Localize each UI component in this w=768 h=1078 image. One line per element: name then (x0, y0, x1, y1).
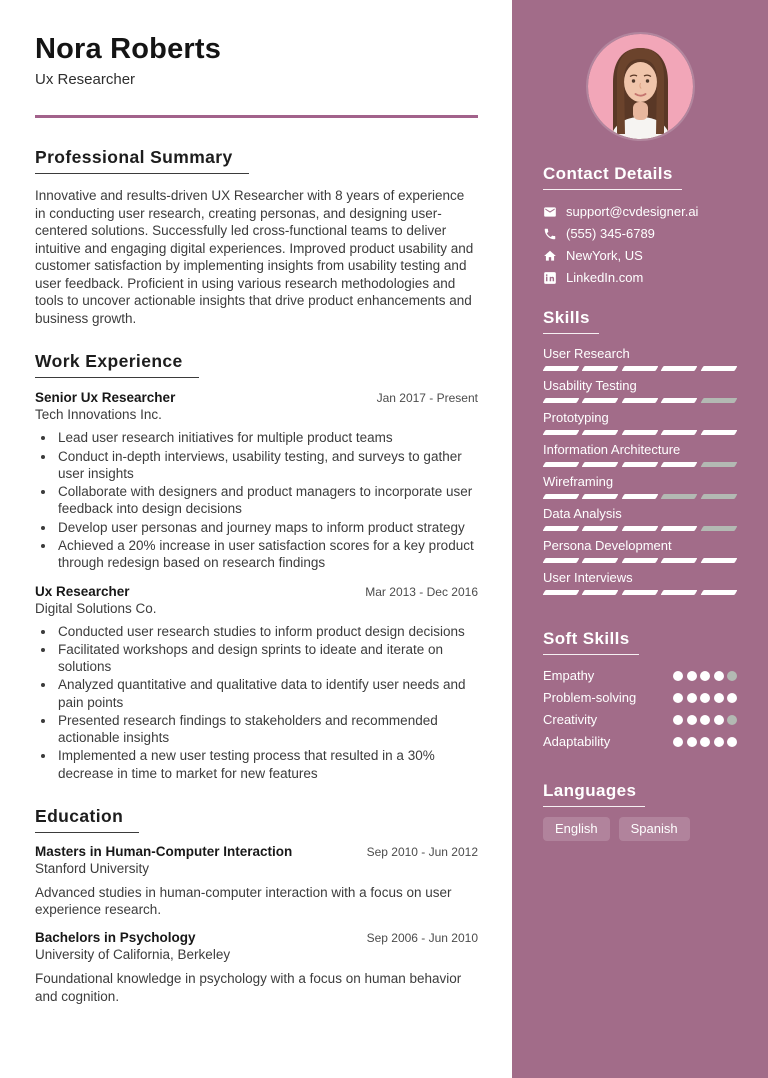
contact-location-text: NewYork, US (566, 248, 643, 263)
contact-phone[interactable] (543, 225, 737, 242)
person-name: Nora Roberts (35, 33, 222, 65)
skill-row (543, 409, 737, 435)
education-entry (35, 844, 478, 919)
header (35, 33, 478, 88)
skill-label: User Research (543, 346, 630, 361)
contact-linkedin-text: LinkedIn.com (566, 270, 644, 285)
header-divider (35, 115, 478, 118)
section-languages (543, 781, 737, 841)
skill-level-meter (544, 430, 736, 435)
job-bullet: • Conduct in-depth interviews, usability testing, and surveys to gather user insights (56, 448, 478, 483)
job-company: Digital Solutions Co. (35, 600, 157, 616)
skills-heading: Skills (543, 308, 599, 334)
soft-skills-heading: Soft Skills (543, 629, 639, 655)
contact-phone-text: (555) 345-6789 (566, 226, 655, 241)
job-entry (35, 390, 478, 571)
job-title: Ux Researcher (35, 583, 130, 599)
job-bullet: • Presented research findings to stakeholders and recommended actionable insights (56, 712, 478, 747)
education-school: Stanford University (35, 860, 150, 876)
soft-skill-level-dots (673, 715, 737, 725)
skill-level-meter (544, 462, 736, 467)
skill-label: Wireframing (543, 474, 614, 489)
education-dates: Sep 2010 - Jun 2012 (366, 844, 478, 859)
soft-skill-row (543, 733, 737, 750)
skill-label: Usability Testing (543, 378, 637, 393)
phone-icon (543, 227, 557, 241)
skill-row (543, 377, 737, 403)
profile-photo (588, 34, 693, 139)
education-header-row (35, 930, 478, 945)
contact-location (543, 247, 737, 264)
skill-row (543, 345, 737, 371)
job-entry (35, 584, 478, 782)
soft-skill-row (543, 711, 737, 728)
contact-linkedin[interactable] (543, 269, 737, 286)
job-bullet: • Collaborate with designers and product managers to incorporate user feedback into design decisions (56, 483, 478, 518)
skill-row (543, 569, 737, 595)
skill-row (543, 505, 737, 531)
education-degree: Masters in Human-Computer Interaction (35, 843, 293, 859)
language-list (543, 817, 737, 841)
mail-icon (543, 205, 557, 219)
job-bullet: • Lead user research initiatives for multiple product teams (56, 429, 478, 446)
section-professional-summary (35, 147, 478, 327)
profile-photo-illustration (588, 34, 693, 139)
education-description: Foundational knowledge in psychology with a focus on human behavior and cognition. (35, 970, 462, 1004)
linkedin-icon (543, 271, 557, 285)
job-header-row (35, 584, 478, 599)
contact-heading: Contact Details (543, 164, 682, 190)
languages-heading: Languages (543, 781, 645, 807)
job-header-row (35, 390, 478, 405)
soft-skills-list (543, 667, 737, 750)
section-soft-skills (543, 629, 737, 750)
contact-email-text: support@cvdesigner.ai (566, 204, 699, 219)
education-description: Advanced studies in human-computer interaction with a focus on user experience research. (35, 884, 452, 918)
language-pill: English (543, 817, 610, 841)
job-bullet: • Analyzed quantitative and qualitative data to identify user needs and pain points (56, 676, 478, 711)
person-job-title: Ux Researcher (35, 71, 136, 88)
skills-list (543, 345, 737, 595)
education-dates: Sep 2006 - Jun 2010 (366, 930, 478, 945)
job-bullet: • Achieved a 20% increase in user satisfaction scores for a key product through redesign based on research findings (56, 537, 478, 572)
job-dates: Jan 2017 - Present (376, 391, 478, 406)
job-title: Senior Ux Researcher (35, 390, 176, 406)
skill-label: Persona Development (543, 538, 672, 553)
section-work-experience (35, 351, 478, 782)
skill-label: Prototyping (543, 410, 609, 425)
skill-label: Information Architecture (543, 442, 681, 457)
job-list (35, 390, 478, 782)
contact-list (543, 203, 737, 286)
education-entry (35, 930, 478, 1005)
soft-skill-label: Empathy (543, 668, 595, 683)
soft-skill-row (543, 667, 737, 684)
job-bullet: • Develop user personas and journey maps to inform product strategy (56, 519, 478, 536)
skill-row (543, 441, 737, 467)
summary-text: Innovative and results-driven UX Researcher with 8 years of experience in conducting user research, creating personas, and designing user-centered solutions. Successfully led cross-functional teams to deliver intuitive and engaging digital experiences. Improved product usability and customer satisfaction by implementing insights from usability testing and user feedback. Proficient in using various research methodologies and tools to uncover actionable insights that drive product enhancements and business growth. (35, 188, 474, 326)
job-dates: Mar 2013 - Dec 2016 (365, 584, 478, 599)
skill-level-meter (544, 590, 736, 595)
skill-level-meter (544, 366, 736, 371)
education-school: University of California, Berkeley (35, 946, 231, 962)
soft-skill-level-dots (673, 737, 737, 747)
job-bullet: • Facilitated workshops and design sprints to ideate and iterate on solutions (56, 641, 478, 676)
education-degree: Bachelors in Psychology (35, 929, 196, 945)
skill-label: User Interviews (543, 570, 633, 585)
education-list (35, 844, 478, 1005)
skill-level-meter (544, 398, 736, 403)
summary-heading: Professional Summary (35, 147, 249, 174)
education-header-row (35, 844, 478, 859)
job-company: Tech Innovations Inc. (35, 407, 162, 423)
skill-level-meter (544, 558, 736, 563)
language-pill: Spanish (619, 817, 690, 841)
sidebar (512, 0, 768, 1078)
soft-skill-level-dots (673, 693, 737, 703)
section-skills (543, 308, 737, 595)
job-bullet: • Implemented a new user testing process that resulted in a 30% decrease in time to market for new features (56, 747, 478, 782)
job-bullet-list (35, 429, 478, 571)
work-heading: Work Experience (35, 351, 199, 378)
soft-skill-label: Problem-solving (543, 690, 637, 705)
soft-skill-row (543, 689, 737, 706)
skill-row (543, 537, 737, 563)
skill-label: Data Analysis (543, 506, 622, 521)
soft-skill-label: Creativity (543, 712, 598, 727)
education-heading: Education (35, 806, 139, 833)
section-education (35, 806, 478, 1005)
home-icon (543, 249, 557, 263)
job-bullet-list (35, 623, 478, 782)
job-bullet: • Conducted user research studies to inform product design decisions (56, 623, 478, 640)
contact-email[interactable] (543, 203, 737, 220)
skill-level-meter (544, 494, 736, 499)
soft-skill-level-dots (673, 671, 737, 681)
skill-level-meter (544, 526, 736, 531)
soft-skill-label: Adaptability (543, 734, 611, 749)
skill-row (543, 473, 737, 499)
section-contact-details (543, 164, 737, 286)
